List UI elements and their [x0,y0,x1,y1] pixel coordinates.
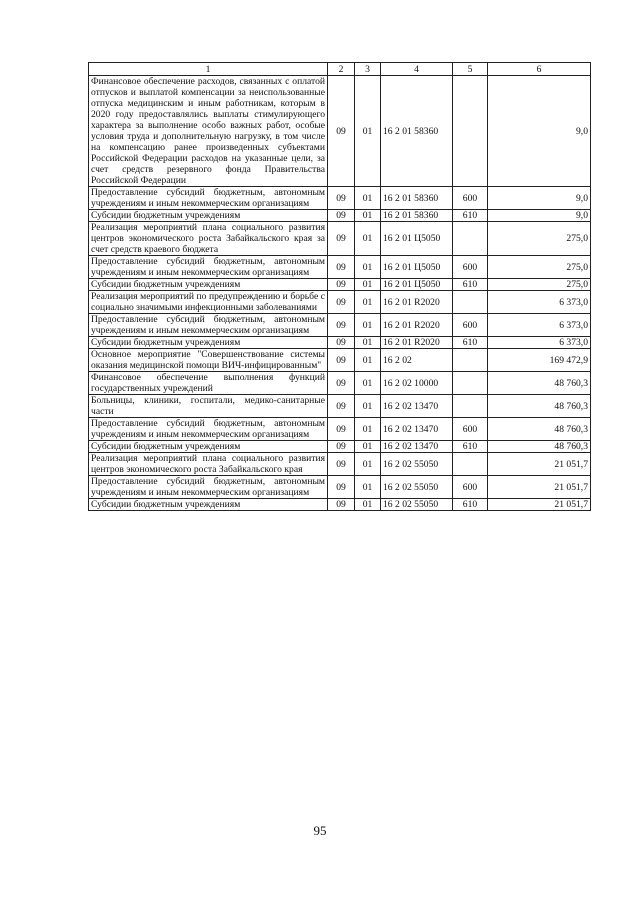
column-header: 1 [89,63,328,76]
expense-type-cell [453,349,488,372]
target-article-cell: 16 2 02 [381,349,453,372]
column-header: 2 [328,63,355,76]
subsection-code-cell: 01 [355,314,381,337]
section-code-cell: 09 [328,441,355,453]
target-article-cell: 16 2 01 Ц5050 [381,279,453,291]
subsection-code-cell: 01 [355,210,381,222]
table-row [89,441,591,453]
table-row [89,210,591,222]
target-article-cell: 16 2 02 55050 [381,453,453,476]
row-name-cell: Больницы, клиники, госпитали, медико-санитарные части [89,395,328,418]
amount-cell: 275,0 [488,279,591,291]
expense-type-cell [453,395,488,418]
amount-cell: 21 051,7 [488,453,591,476]
row-name-cell: Субсидии бюджетным учреждениям [89,499,328,511]
amount-cell: 6 373,0 [488,291,591,314]
amount-cell: 48 760,3 [488,395,591,418]
expense-type-cell [453,222,488,256]
amount-cell: 9,0 [488,76,591,187]
amount-cell: 6 373,0 [488,337,591,349]
table-row [89,222,591,256]
section-code-cell: 09 [328,349,355,372]
section-code-cell: 09 [328,314,355,337]
table-row [89,418,591,441]
subsection-code-cell: 01 [355,222,381,256]
subsection-code-cell: 01 [355,291,381,314]
table-row [89,187,591,210]
target-article-cell: 16 2 02 13470 [381,418,453,441]
expense-type-cell: 610 [453,337,488,349]
expense-type-cell: 610 [453,279,488,291]
amount-cell: 9,0 [488,210,591,222]
row-name-cell: Предоставление субсидий бюджетным, автономным учреждениям и иным некоммерческим организациям [89,314,328,337]
expense-type-cell [453,76,488,187]
target-article-cell: 16 2 01 R2020 [381,291,453,314]
section-code-cell: 09 [328,418,355,441]
page-number: 95 [313,823,327,838]
expense-type-cell: 600 [453,314,488,337]
row-name-cell: Реализация мероприятий по предупреждению и борьбе с социально значимыми инфекционными заболеваниями [89,291,328,314]
section-code-cell: 09 [328,337,355,349]
column-header: 5 [453,63,488,76]
table-row [89,395,591,418]
column-header: 3 [355,63,381,76]
row-name-cell: Субсидии бюджетным учреждениям [89,441,328,453]
expense-type-cell [453,453,488,476]
row-name-cell: Субсидии бюджетным учреждениям [89,337,328,349]
table-row [89,476,591,499]
target-article-cell: 16 2 01 R2020 [381,337,453,349]
subsection-code-cell: 01 [355,187,381,210]
amount-cell: 48 760,3 [488,441,591,453]
subsection-code-cell: 01 [355,418,381,441]
subsection-code-cell: 01 [355,499,381,511]
subsection-code-cell: 01 [355,372,381,395]
target-article-cell: 16 2 01 Ц5050 [381,256,453,279]
column-header: 4 [381,63,453,76]
table-header-row [89,63,591,76]
target-article-cell: 16 2 02 55050 [381,476,453,499]
subsection-code-cell: 01 [355,256,381,279]
target-article-cell: 16 2 02 10000 [381,372,453,395]
amount-cell: 6 373,0 [488,314,591,337]
amount-cell: 48 760,3 [488,418,591,441]
table-row [89,499,591,511]
amount-cell: 169 472,9 [488,349,591,372]
amount-cell: 48 760,3 [488,372,591,395]
table-row [89,453,591,476]
subsection-code-cell: 01 [355,453,381,476]
table-row [89,314,591,337]
section-code-cell: 09 [328,222,355,256]
section-code-cell: 09 [328,210,355,222]
target-article-cell: 16 2 02 13470 [381,395,453,418]
row-name-cell: Субсидии бюджетным учреждениям [89,279,328,291]
row-name-cell: Предоставление субсидий бюджетным, автономным учреждениям и иным некоммерческим организациям [89,418,328,441]
amount-cell: 275,0 [488,222,591,256]
section-code-cell: 09 [328,256,355,279]
section-code-cell: 09 [328,453,355,476]
table-row [89,372,591,395]
target-article-cell: 16 2 01 58360 [381,210,453,222]
row-name-cell: Финансовое обеспечение выполнения функций государственных учреждений [89,372,328,395]
subsection-code-cell: 01 [355,76,381,187]
amount-cell: 9,0 [488,187,591,210]
subsection-code-cell: 01 [355,349,381,372]
amount-cell: 21 051,7 [488,499,591,511]
subsection-code-cell: 01 [355,441,381,453]
target-article-cell: 16 2 01 Ц5050 [381,222,453,256]
table-row [89,337,591,349]
table-row [89,349,591,372]
expense-type-cell [453,372,488,395]
column-header: 6 [488,63,591,76]
target-article-cell: 16 2 02 55050 [381,499,453,511]
table-body [89,76,591,511]
table-row [89,256,591,279]
table-row [89,279,591,291]
section-code-cell: 09 [328,499,355,511]
row-name-cell: Предоставление субсидий бюджетным, автономным учреждениям и иным некоммерческим организациям [89,476,328,499]
section-code-cell: 09 [328,291,355,314]
budget-table [88,62,591,511]
row-name-cell: Финансовое обеспечение расходов, связанных с оплатой отпусков и выплатой компенсации за неиспользованные отпуска медицинским и иным работникам, которым в 2020 году предоставлялись выплаты стимулирующего характера за выполнение особо важных работ, особые условия труда и дополнительную нагрузку, в том числе на компенсацию ранее произведенных субъектами Российской Федерации расходов на указанные цели, за счет средств резервного фонда Правительства Российской Федерации [89,76,328,187]
expense-type-cell: 610 [453,441,488,453]
expense-type-cell [453,291,488,314]
expense-type-cell: 610 [453,499,488,511]
expense-type-cell: 610 [453,210,488,222]
section-code-cell: 09 [328,279,355,291]
expense-type-cell: 600 [453,256,488,279]
target-article-cell: 16 2 01 R2020 [381,314,453,337]
row-name-cell: Основное мероприятие "Совершенствование системы оказания медицинской помощи ВИЧ-инфицированным" [89,349,328,372]
amount-cell: 21 051,7 [488,476,591,499]
row-name-cell: Предоставление субсидий бюджетным, автономным учреждениям и иным некоммерческим организациям [89,256,328,279]
section-code-cell: 09 [328,187,355,210]
subsection-code-cell: 01 [355,337,381,349]
row-name-cell: Реализация мероприятий плана социального развития центров экономического роста Забайкальского края за счет средств краевого бюджета [89,222,328,256]
target-article-cell: 16 2 02 13470 [381,441,453,453]
section-code-cell: 09 [328,395,355,418]
section-code-cell: 09 [328,476,355,499]
row-name-cell: Реализация мероприятий плана социального развития центров экономического роста Забайкальского края [89,453,328,476]
subsection-code-cell: 01 [355,395,381,418]
section-code-cell: 09 [328,372,355,395]
row-name-cell: Предоставление субсидий бюджетным, автономным учреждениям и иным некоммерческим организациям [89,187,328,210]
section-code-cell: 09 [328,76,355,187]
subsection-code-cell: 01 [355,279,381,291]
expense-type-cell: 600 [453,187,488,210]
expense-type-cell: 600 [453,418,488,441]
target-article-cell: 16 2 01 58360 [381,76,453,187]
amount-cell: 275,0 [488,256,591,279]
table-row [89,291,591,314]
expense-type-cell: 600 [453,476,488,499]
subsection-code-cell: 01 [355,476,381,499]
target-article-cell: 16 2 01 58360 [381,187,453,210]
table-row [89,76,591,187]
row-name-cell: Субсидии бюджетным учреждениям [89,210,328,222]
